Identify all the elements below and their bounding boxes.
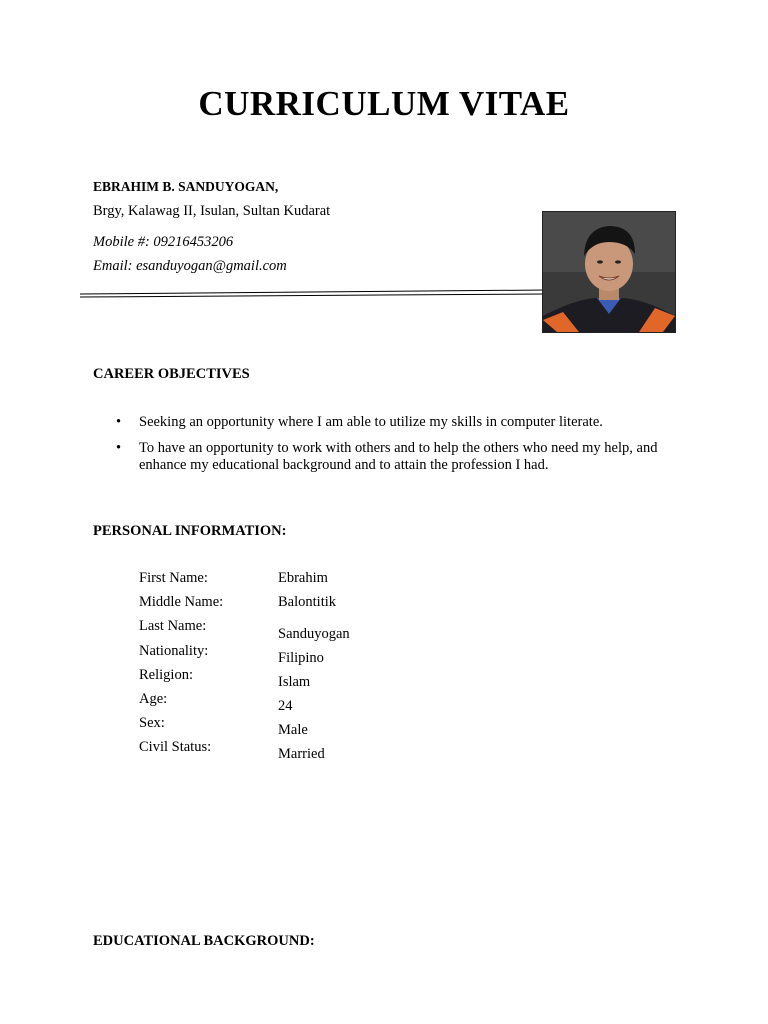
religion-value: Islam [278,674,311,690]
nationality-value: Filipino [278,650,324,666]
age-label: Age: [139,691,168,707]
page-title: CURRICULUM VITAE [198,84,570,123]
nationality-label: Nationality: [139,643,209,659]
bullet-icon: • [116,440,122,456]
first-name-label: First Name: [139,570,208,586]
applicant-address: Brgy, Kalawag II, Isulan, Sultan Kudarat [93,203,331,219]
first-name-value: Ebrahim [278,570,328,586]
profile-photo [542,211,676,333]
middle-name-value: Balontitik [278,594,336,610]
applicant-name: EBRAHIM B. SANDUYOGAN, [93,179,279,194]
applicant-mobile: Mobile #: 09216453206 [93,234,234,250]
objective-text: To have an opportunity to work with others and to help the others who need my help, and enhance my educational background and to attain the profession I had. [139,440,658,473]
sex-label: Sex: [139,715,165,731]
list-item [113,440,693,474]
last-name-label: Last Name: [139,618,207,634]
portrait-icon [543,212,675,332]
educational-background-heading: EDUCATIONAL BACKGROUND: [93,933,315,949]
bullet-icon: • [116,414,122,430]
age-value: 24 [278,698,293,714]
personal-information-heading: PERSONAL INFORMATION: [93,523,287,539]
applicant-email: Email: esanduyogan@gmail.com [93,258,287,274]
religion-label: Religion: [139,667,193,683]
objective-text: Seeking an opportunity where I am able to utilize my skills in computer literate. [139,414,603,430]
middle-name-label: Middle Name: [139,594,224,610]
list-item [113,414,693,431]
career-objectives-list [113,414,693,483]
civil-status-label: Civil Status: [139,739,212,755]
career-objectives-heading: CAREER OBJECTIVES [93,366,250,382]
sex-value: Male [278,722,308,738]
last-name-value: Sanduyogan [278,626,350,642]
civil-status-value: Married [278,746,325,762]
